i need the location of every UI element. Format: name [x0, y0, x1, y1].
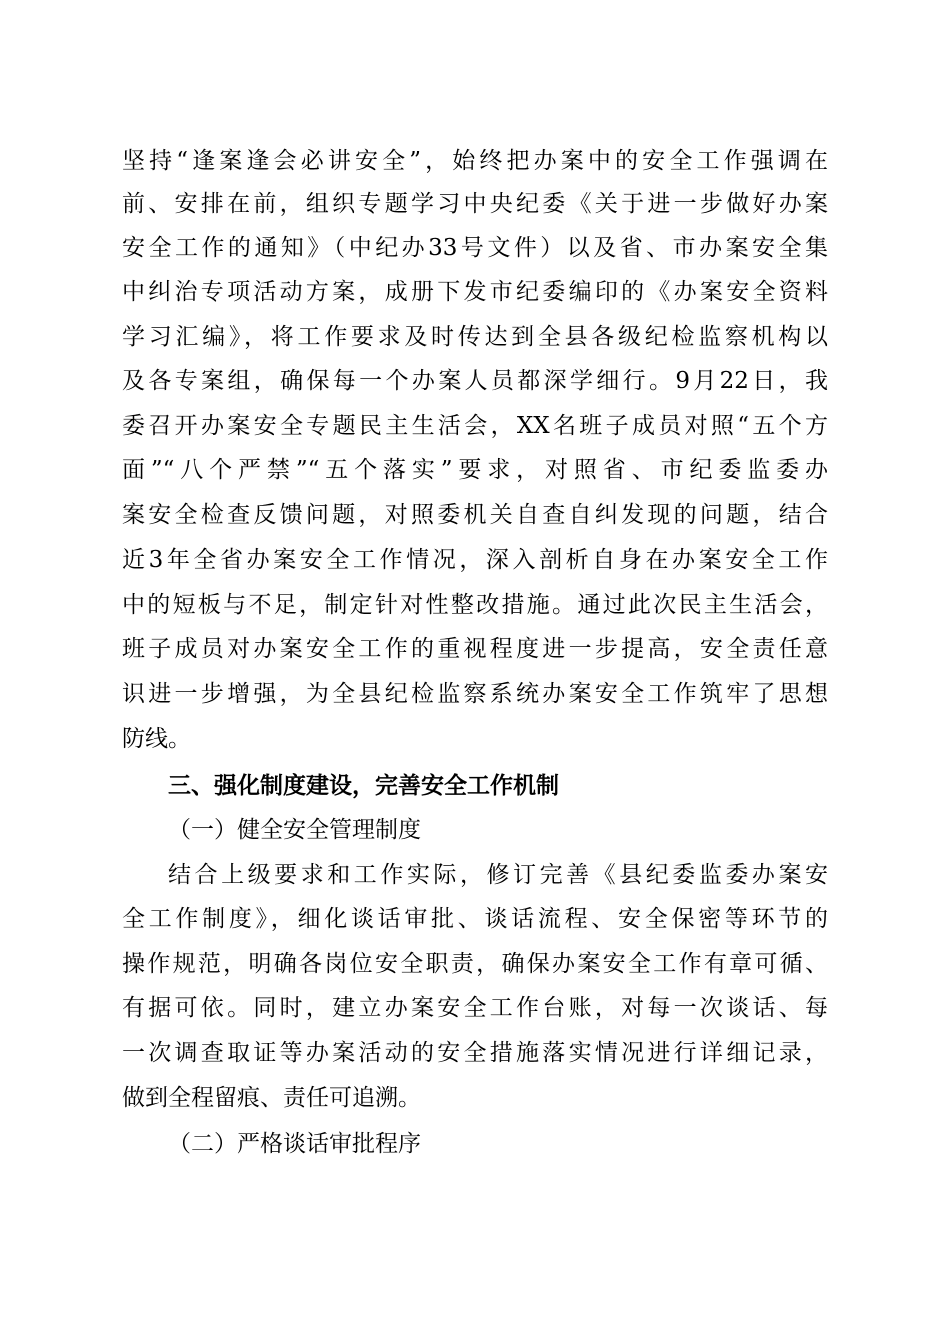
- paragraph-line: 班子成员对办案安全工作的重视程度进一步提高，安全责任意: [122, 636, 828, 662]
- paragraph-line: 及各专案组，确保每一个办案人员都深学细行。9月22日，我: [122, 368, 828, 394]
- paragraph-line: 中纠治专项活动方案，成册下发市纪委编印的《办案安全资料: [122, 279, 828, 305]
- paragraph-line: 学习汇编》，将工作要求及时传达到全县各级纪检监察机构以: [122, 324, 828, 350]
- paragraph-line: 做到全程留痕、责任可追溯。: [122, 1085, 421, 1111]
- paragraph-line: 坚持“逢案逢会必讲安全”，始终把办案中的安全工作强调在: [122, 148, 828, 174]
- paragraph-line: 近3年全省办案安全工作情况，深入剖析自身在办案安全工作: [122, 547, 828, 573]
- paragraph-line: 安全工作的通知》（中纪办33号文件）以及省、市办案安全集: [122, 235, 828, 261]
- paragraph-line: 中的短板与不足，制定针对性整改措施。通过此次民主生活会，: [122, 592, 828, 618]
- paragraph-line: 面”“八个严禁”“五个落实”要求，对照省、市纪委监委办: [122, 457, 828, 483]
- subsection-heading: （二）严格谈话审批程序: [168, 1131, 421, 1157]
- paragraph-line: 识进一步增强，为全县纪检监察系统办案安全工作筑牢了思想: [122, 681, 828, 707]
- section-heading: 三、强化制度建设，完善安全工作机制: [168, 773, 559, 799]
- subsection-heading: （一）健全安全管理制度: [168, 817, 421, 843]
- paragraph-line: 全工作制度》，细化谈话审批、谈话流程、安全保密等环节的: [122, 906, 828, 932]
- paragraph-line: 委召开办案安全专题民主生活会，XX名班子成员对照“五个方: [122, 413, 828, 439]
- paragraph-line: 结合上级要求和工作实际，修订完善《县纪委监委办案安: [168, 862, 828, 888]
- paragraph-line: 操作规范，明确各岗位安全职责，确保办案安全工作有章可循、: [122, 951, 828, 977]
- paragraph-line: 防线。: [122, 726, 191, 752]
- paragraph-line: 前、安排在前，组织专题学习中央纪委《关于进一步做好办案: [122, 191, 828, 217]
- paragraph-line: 案安全检查反馈问题，对照委机关自查自纠发现的问题，结合: [122, 502, 828, 528]
- paragraph-line: 有据可依。同时，建立办案安全工作台账，对每一次谈话、每: [122, 995, 828, 1021]
- paragraph-line: 一次调查取证等办案活动的安全措施落实情况进行详细记录，: [122, 1040, 828, 1066]
